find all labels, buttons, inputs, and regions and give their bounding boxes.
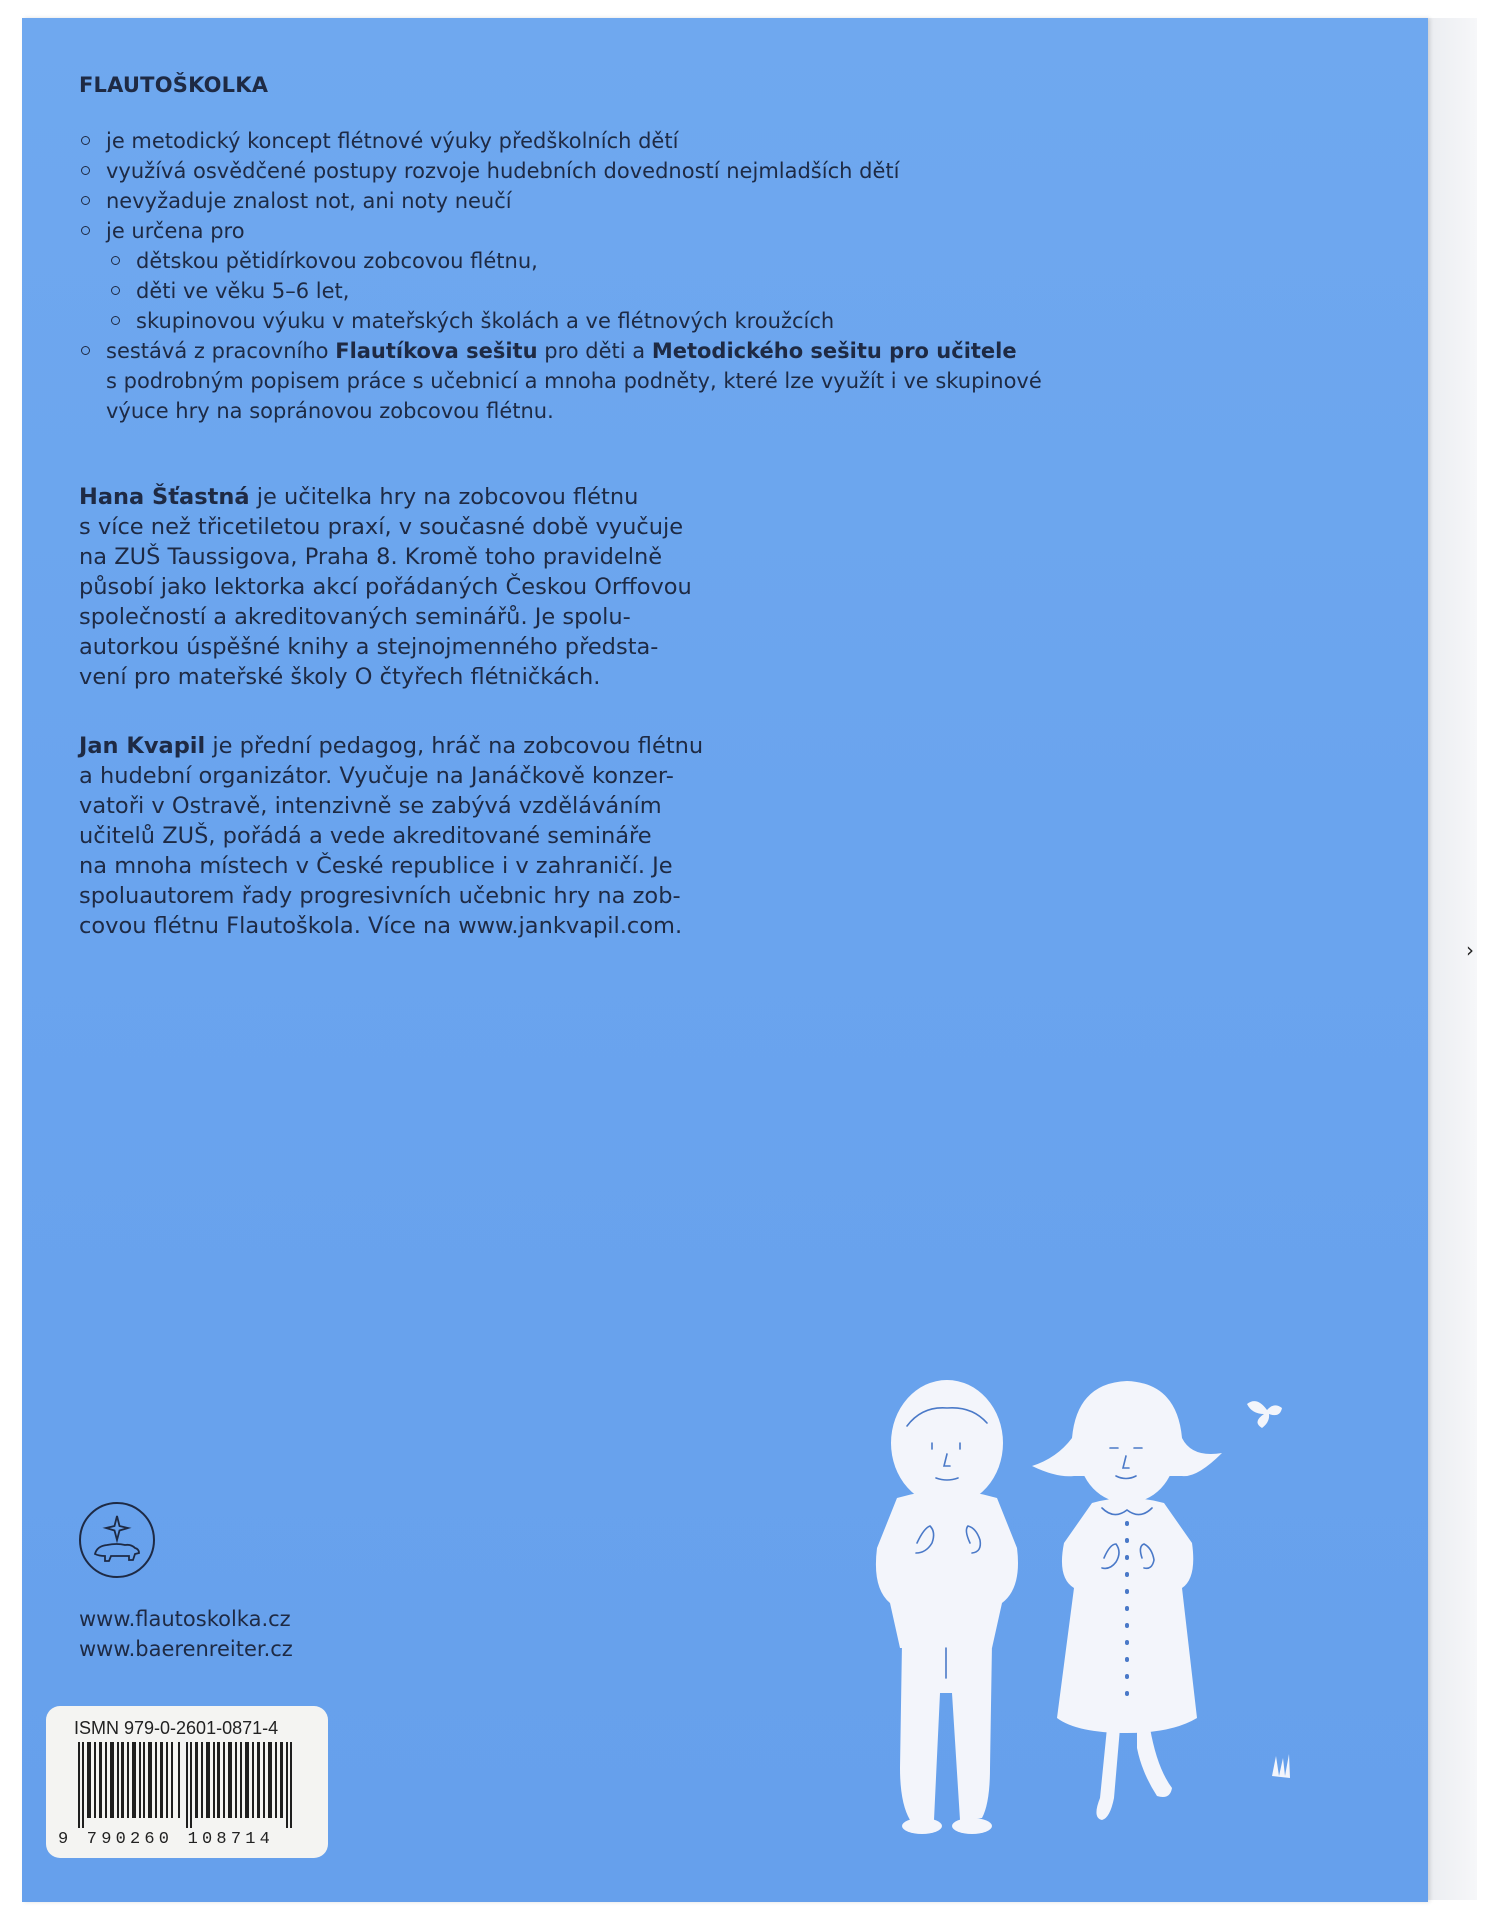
- bio-line: [79, 482, 769, 512]
- bullet-icon: [111, 256, 120, 265]
- page-marker-icon: ›: [1466, 938, 1474, 962]
- barcode-number: 9 790260 108714: [58, 1830, 275, 1849]
- bio-line: vatoři v Ostravě, intenzivně se zabývá vzděláváním: [79, 793, 662, 819]
- star-bear-logo-icon: [79, 1502, 155, 1578]
- list-item-text: výuce hry na sopránovou zobcovou flétnu.: [106, 399, 554, 423]
- list-item: [79, 126, 1119, 156]
- author-bio-hana: [79, 482, 769, 692]
- text-segment: sestává z pracovního: [106, 339, 336, 363]
- book-back-cover: [22, 18, 1474, 1902]
- workbook-name: Flautíkova sešitu: [335, 339, 538, 363]
- bullet-icon: [111, 316, 120, 325]
- barcode-icon: [74, 1742, 314, 1828]
- bio-line: autorkou úspěšné knihy a stejnojmenného předsta-: [79, 634, 659, 660]
- bullet-icon: [81, 346, 90, 355]
- list-item-text: dětskou pětidírkovou zobcovou flétnu,: [136, 249, 538, 273]
- feature-list: [79, 126, 1119, 426]
- sub-list-item: [79, 246, 1119, 276]
- list-item: [79, 156, 1119, 186]
- list-item: [79, 186, 1119, 216]
- bio-line: s více než třicetiletou praxí, v současné době vyučuje: [79, 514, 684, 540]
- text-segment: pro děti a: [537, 339, 652, 363]
- author-name: Hana Šťastná: [79, 484, 250, 510]
- link-flautoskolka[interactable]: www.flautoskolka.cz: [79, 1607, 291, 1631]
- bio-line: na ZUŠ Taussigova, Praha 8. Kromě toho pravidelně: [79, 544, 663, 570]
- list-item-text: je metodický koncept flétnové výuky předškolních dětí: [106, 129, 679, 153]
- bullet-icon: [81, 136, 90, 145]
- bullet-icon: [81, 196, 90, 205]
- list-item-text: je určena pro: [106, 219, 245, 243]
- sub-list-item: [79, 276, 1119, 306]
- bio-line: a hudební organizátor. Vyučuje na Janáčkově konzer-: [79, 763, 674, 789]
- bio-line: vení pro mateřské školy O čtyřech flétničkách.: [79, 664, 601, 690]
- list-item: [79, 216, 1119, 246]
- website-links: [79, 1604, 293, 1664]
- sub-list-item: [79, 306, 1119, 336]
- teacher-book-name: Metodického sešitu pro učitele: [651, 339, 1017, 363]
- bio-line: na mnoha místech v České republice i v zahraničí. Je: [79, 853, 673, 879]
- bullet-icon: [81, 166, 90, 175]
- book-title: FLAUTOŠKOLKA: [79, 73, 269, 97]
- list-item-text: děti ve věku 5–6 let,: [136, 279, 350, 303]
- list-item: [79, 336, 1119, 426]
- list-item-text: [106, 336, 1119, 366]
- text-segment: je učitelka hry na zobcovou flétnu: [249, 484, 639, 510]
- ismn-code: ISMN 979-0-2601-0871-4: [74, 1718, 279, 1738]
- author-bio-jan: [79, 731, 769, 941]
- bullet-icon: [81, 226, 90, 235]
- bio-line: [79, 731, 769, 761]
- bullet-icon: [111, 286, 120, 295]
- bio-line: působí jako lektorka akcí pořádaných Českou Orffovou: [79, 574, 692, 600]
- list-item-text: nevyžaduje znalost not, ani noty neučí: [106, 189, 512, 213]
- link-baerenreiter[interactable]: www.baerenreiter.cz: [79, 1637, 293, 1661]
- author-name: Jan Kvapil: [79, 733, 206, 759]
- list-item-text: využívá osvědčené postupy rozvoje hudebních dovedností nejmladších dětí: [106, 159, 900, 183]
- list-item-text: skupinovou výuku v mateřských školách a ve flétnových kroužcích: [136, 309, 835, 333]
- text-segment: je přední pedagog, hráč na zobcovou flétnu: [205, 733, 704, 759]
- list-item-text: s podrobným popisem práce s učebnicí a mnoha podněty, které lze využít i ve skupinové: [106, 369, 1042, 393]
- children-illustration-icon: [852, 1348, 1312, 1848]
- bio-line: spoluautorem řady progresivních učebnic hry na zob-: [79, 883, 681, 909]
- bio-line: covou flétnu Flautoškola. Více na www.jankvapil.com.: [79, 913, 683, 939]
- bio-line: učitelů ZUŠ, pořádá a vede akreditované semináře: [79, 823, 652, 849]
- bio-line: společností a akreditovaných seminářů. Je spolu-: [79, 604, 631, 630]
